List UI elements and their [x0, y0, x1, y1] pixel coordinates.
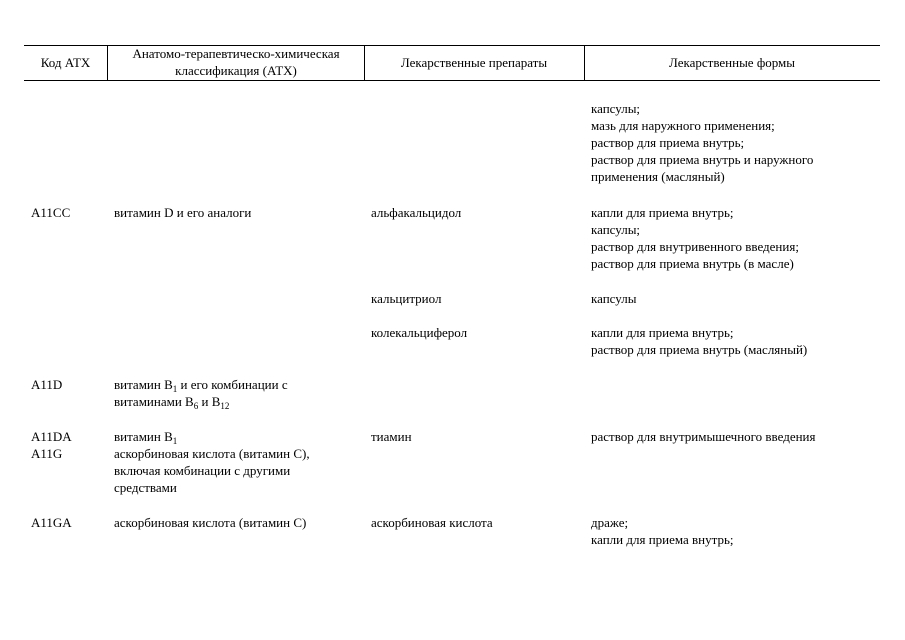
atc-classification	[114, 428, 177, 445]
subscript: 1	[172, 436, 178, 446]
dosage-form: раствор для приема внутрь (масляный)	[591, 342, 808, 357]
atc-classification	[114, 376, 288, 393]
classification-text: и его комбинации с	[177, 377, 288, 392]
header-code: Код АТХ	[40, 55, 91, 70]
atc-code: A11D	[31, 377, 63, 392]
dosage-form: применения (масляный)	[591, 169, 725, 184]
header-bottom-rule	[24, 80, 880, 81]
dosage-form: раствор для приема внутрь и наружного	[591, 152, 814, 167]
atc-code: A11GA	[31, 515, 72, 530]
atc-classification	[114, 393, 229, 410]
header-separator	[107, 45, 108, 80]
dosage-form: капли для приема внутрь;	[591, 532, 734, 547]
atc-classification: включая комбинации с другими	[114, 463, 291, 478]
dosage-form: раствор для внутривенного введения;	[591, 239, 799, 254]
subscript: 12	[220, 401, 230, 411]
classification-text: и B	[198, 394, 221, 409]
atc-code: A11DA	[31, 429, 72, 444]
dosage-form: капсулы;	[591, 222, 641, 237]
atc-code: A11G	[31, 446, 63, 461]
dosage-form: капли для приема внутрь;	[591, 205, 734, 220]
dosage-form: капсулы;	[591, 101, 641, 116]
subscript: 6	[193, 401, 199, 411]
drug-name: аскорбиновая кислота	[371, 515, 493, 530]
subscript: 1	[172, 384, 178, 394]
dosage-form: раствор для приема внутрь;	[591, 135, 745, 150]
dosage-form: капсулы	[591, 291, 637, 306]
dosage-form: драже;	[591, 515, 629, 530]
atc-classification: аскорбиновая кислота (витамин C),	[114, 446, 310, 461]
dosage-form: капли для приема внутрь;	[591, 325, 734, 340]
header-drugs: Лекарственные препараты	[400, 55, 548, 70]
drug-name: колекальциферол	[371, 325, 468, 340]
dosage-form: раствор для приема внутрь (в масле)	[591, 256, 794, 271]
drug-name: кальцитриол	[371, 291, 442, 306]
atc-classification: средствами	[114, 480, 177, 495]
drug-name: тиамин	[371, 429, 412, 444]
header-forms: Лекарственные формы	[668, 55, 796, 70]
classification-text: витамин B	[114, 429, 173, 444]
drug-name: альфакальцидол	[371, 205, 462, 220]
classification-text: витамин B	[114, 377, 173, 392]
classification-text: витаминами B	[114, 394, 194, 409]
atc-classification: аскорбиновая кислота (витамин C)	[114, 515, 307, 530]
dosage-form: мазь для наружного применения;	[591, 118, 775, 133]
atc-classification: витамин D и его аналоги	[114, 205, 252, 220]
header-classification: Анатомо-терапевтическо-химическая классификация (АТХ)	[132, 46, 340, 78]
dosage-form: раствор для внутримышечного введения	[591, 429, 816, 444]
atc-code: A11CC	[31, 205, 71, 220]
